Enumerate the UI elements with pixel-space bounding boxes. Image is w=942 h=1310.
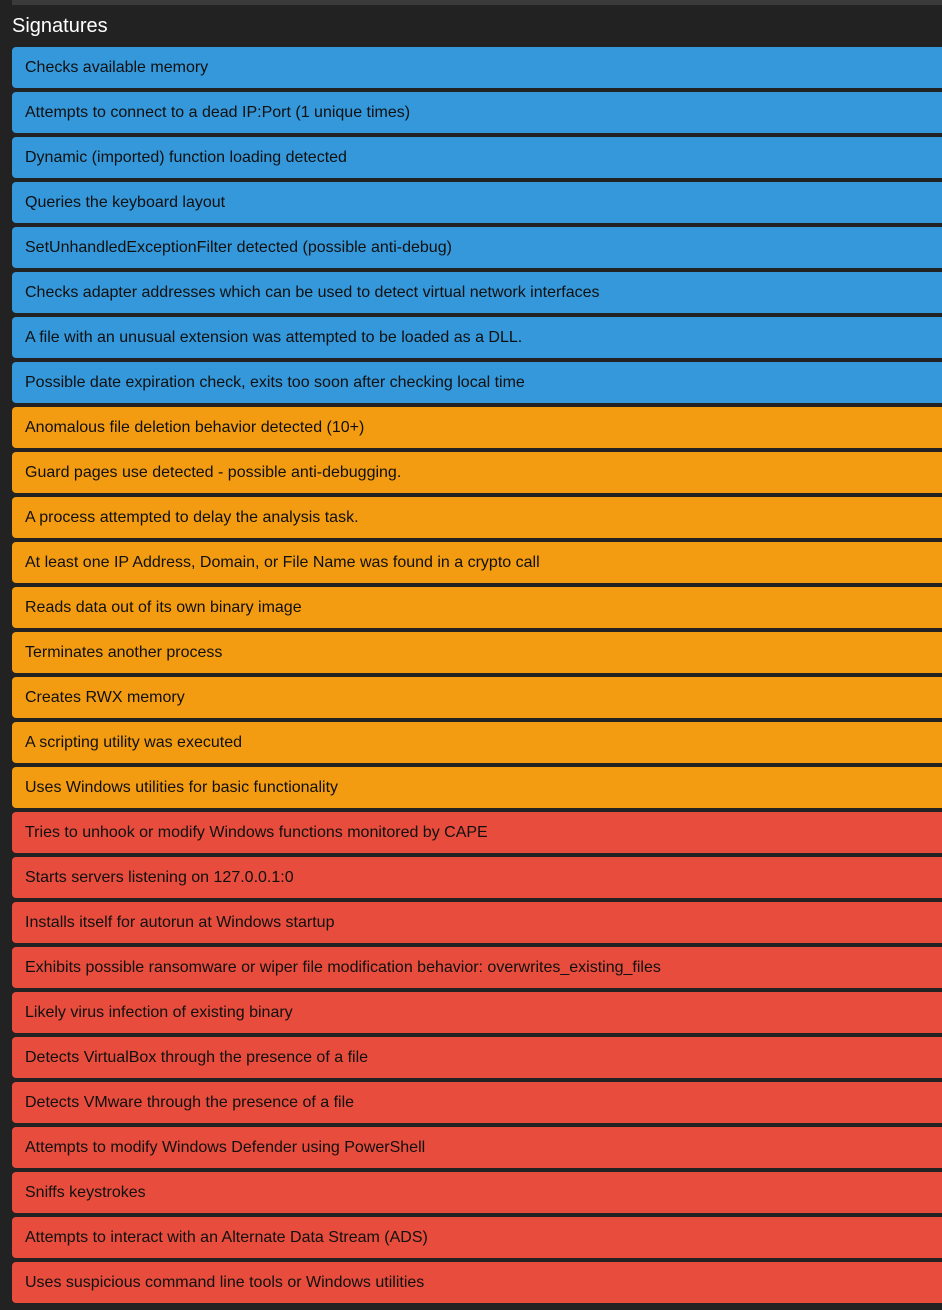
signature-item[interactable]: Attempts to modify Windows Defender using PowerShell: [12, 1127, 942, 1168]
signature-item[interactable]: Guard pages use detected - possible anti-debugging.: [12, 452, 942, 493]
signature-item[interactable]: Tries to unhook or modify Windows functions monitored by CAPE: [12, 812, 942, 853]
signature-item[interactable]: Reads data out of its own binary image: [12, 587, 942, 628]
top-panel-edge: [12, 0, 942, 5]
signature-item[interactable]: Attempts to connect to a dead IP:Port (1 unique times): [12, 92, 942, 133]
signature-item[interactable]: A file with an unusual extension was attempted to be loaded as a DLL.: [12, 317, 942, 358]
signature-item[interactable]: Checks adapter addresses which can be used to detect virtual network interfaces: [12, 272, 942, 313]
section-title: Signatures: [12, 15, 108, 37]
signature-item[interactable]: Terminates another process: [12, 632, 942, 673]
signature-item[interactable]: Dynamic (imported) function loading detected: [12, 137, 942, 178]
signature-item[interactable]: A scripting utility was executed: [12, 722, 942, 763]
signature-item[interactable]: Detects VMware through the presence of a file: [12, 1082, 942, 1123]
signature-item[interactable]: Likely virus infection of existing binary: [12, 992, 942, 1033]
signature-item[interactable]: Checks available memory: [12, 47, 942, 88]
signature-item[interactable]: Anomalous file deletion behavior detected (10+): [12, 407, 942, 448]
signature-item[interactable]: Detects VirtualBox through the presence of a file: [12, 1037, 942, 1078]
signature-item[interactable]: A process attempted to delay the analysis task.: [12, 497, 942, 538]
signature-item[interactable]: Uses suspicious command line tools or Windows utilities: [12, 1262, 942, 1303]
signature-item[interactable]: Exhibits possible ransomware or wiper file modification behavior: overwrites_existing_files: [12, 947, 942, 988]
signature-item[interactable]: Sniffs keystrokes: [12, 1172, 942, 1213]
signature-list: [12, 47, 942, 1307]
signature-item[interactable]: SetUnhandledExceptionFilter detected (possible anti-debug): [12, 227, 942, 268]
signature-item[interactable]: Creates RWX memory: [12, 677, 942, 718]
signature-item[interactable]: Uses Windows utilities for basic functionality: [12, 767, 942, 808]
signature-item[interactable]: Possible date expiration check, exits too soon after checking local time: [12, 362, 942, 403]
signature-item[interactable]: At least one IP Address, Domain, or File Name was found in a crypto call: [12, 542, 942, 583]
signature-item[interactable]: Installs itself for autorun at Windows startup: [12, 902, 942, 943]
signature-item[interactable]: Starts servers listening on 127.0.0.1:0: [12, 857, 942, 898]
signature-item[interactable]: Queries the keyboard layout: [12, 182, 942, 223]
signature-item[interactable]: Attempts to interact with an Alternate Data Stream (ADS): [12, 1217, 942, 1258]
